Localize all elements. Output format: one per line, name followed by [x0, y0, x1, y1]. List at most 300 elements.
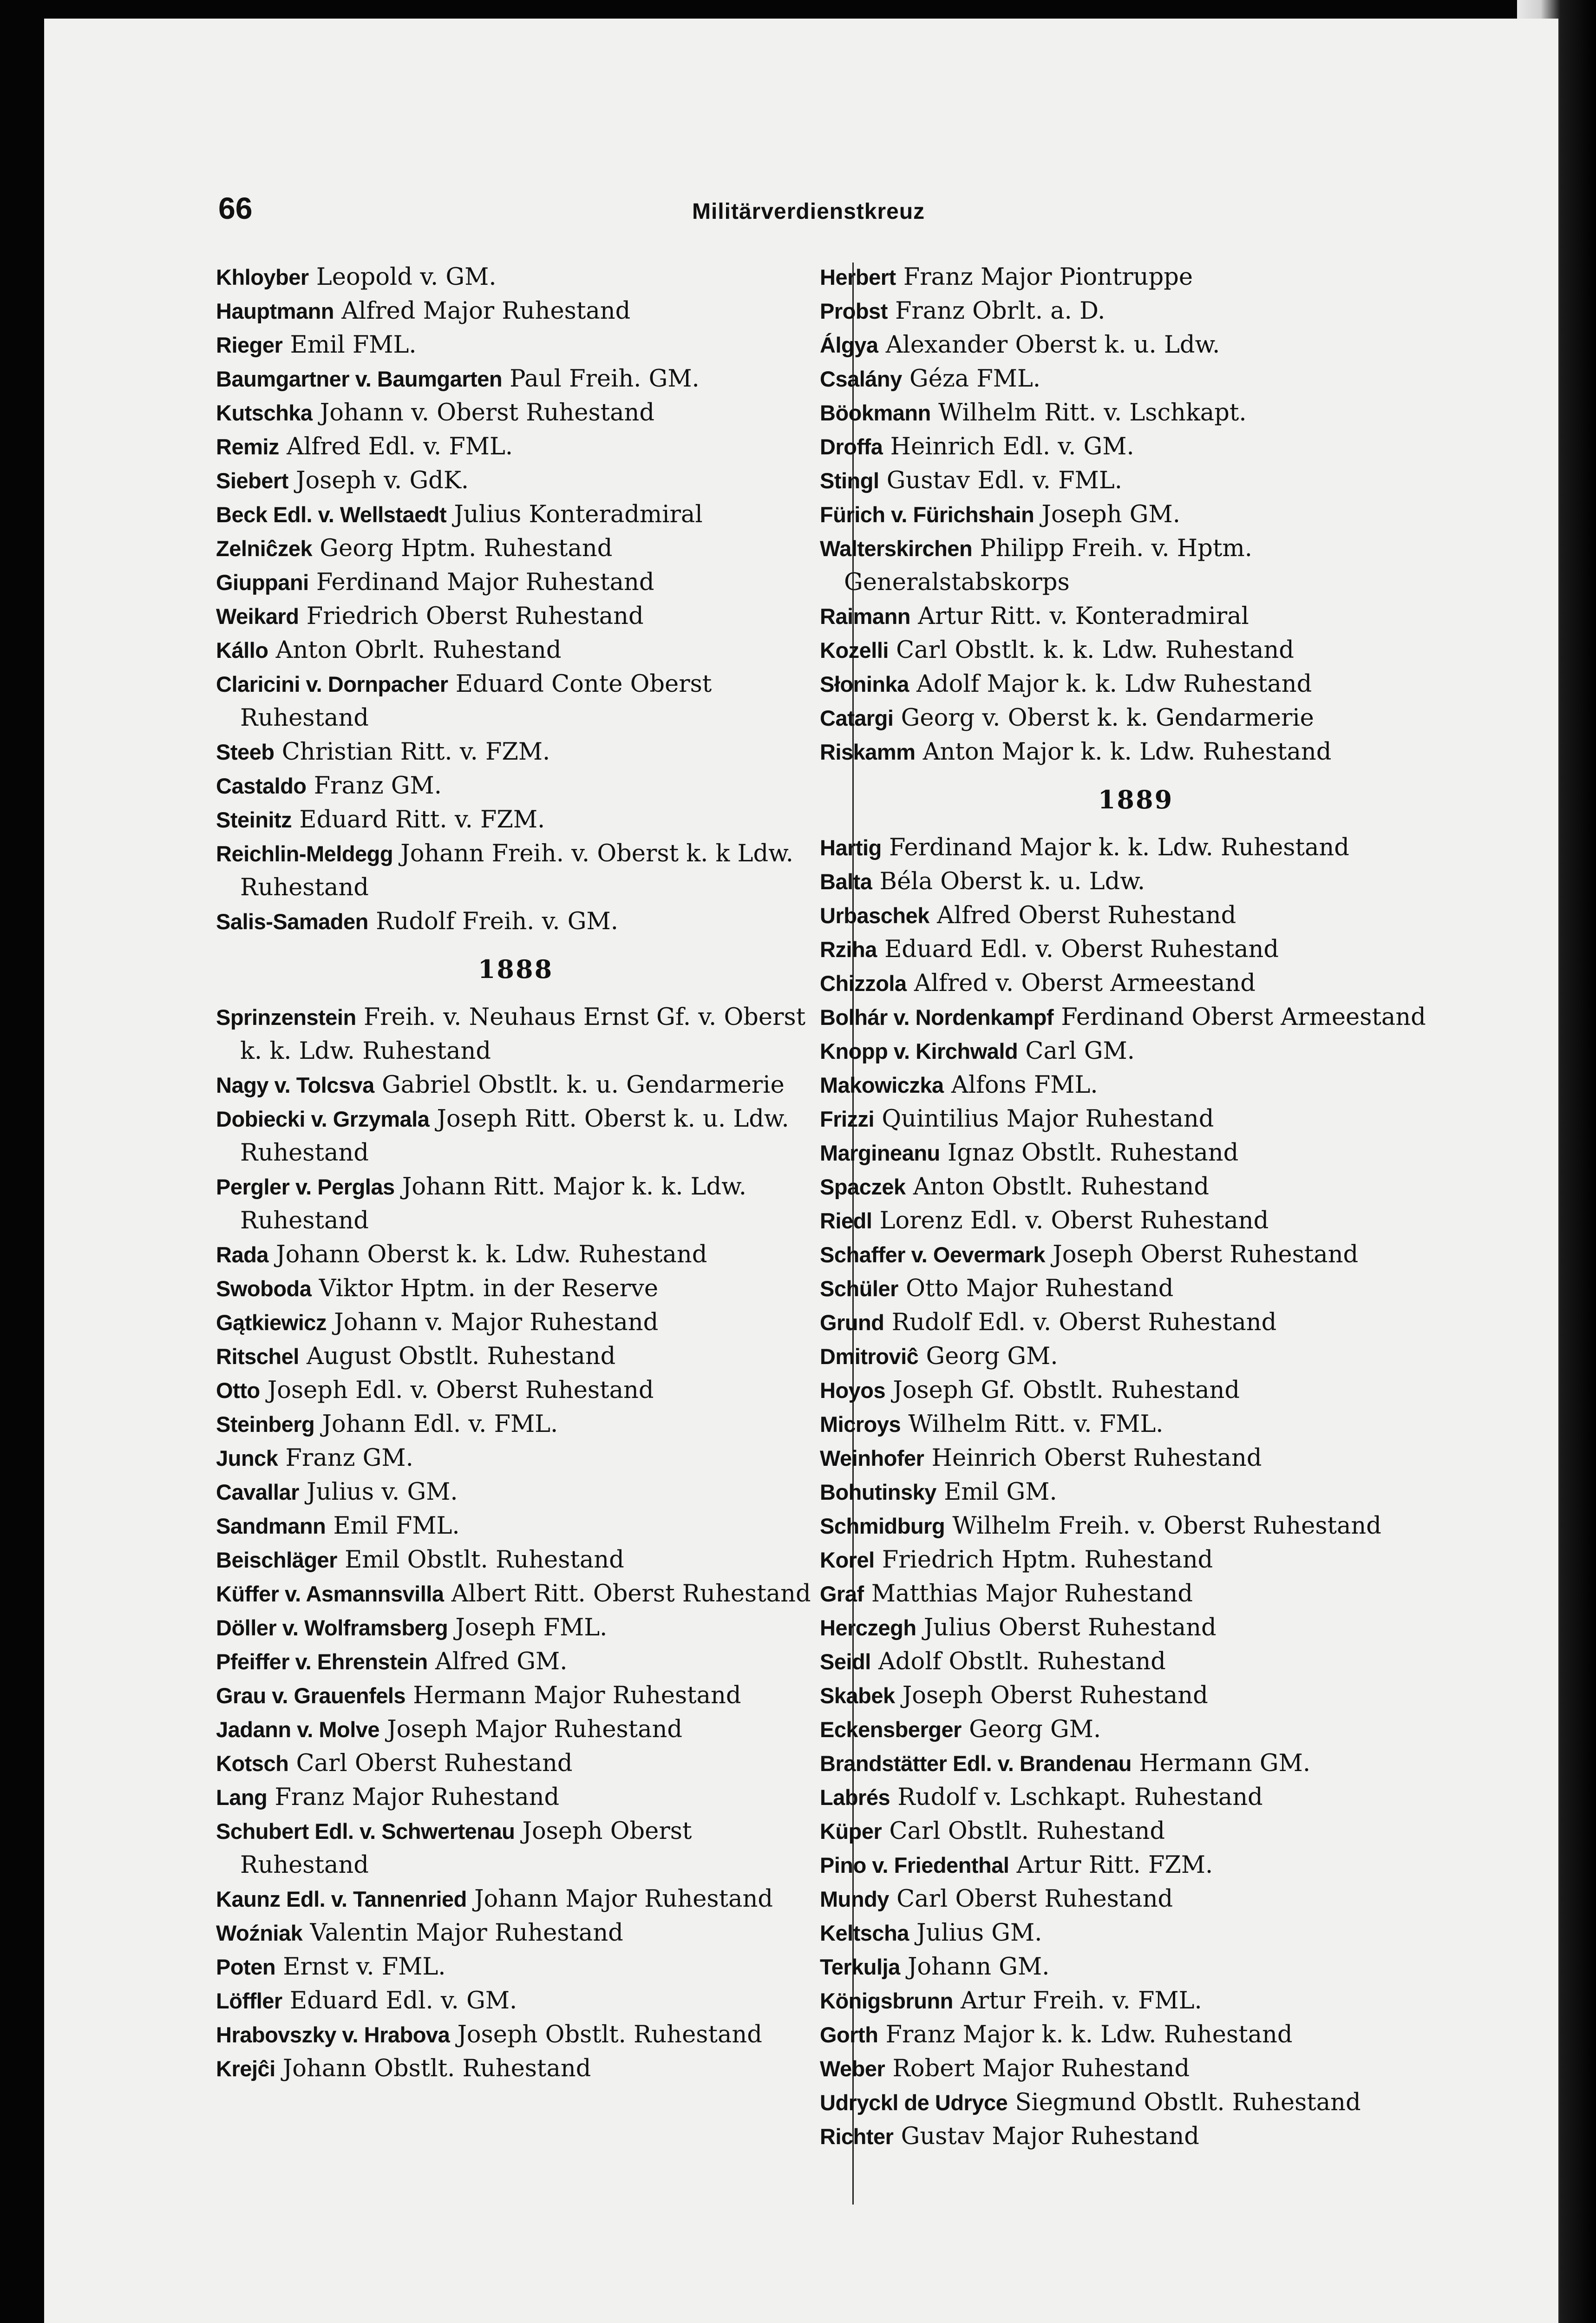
list-entry [216, 260, 815, 294]
list-entry [216, 1950, 815, 1984]
entry-details: Rudolf Freih. v. GM. [368, 908, 618, 935]
entry-surname: Schmidburg [820, 1514, 945, 1538]
entry-surname: Hartig [820, 835, 882, 860]
entry-surname: Bohutinsky [820, 1480, 936, 1504]
entry-surname: Keltscha [820, 1921, 909, 1945]
entry-surname: Hrabovszky v. Hrabova [216, 2022, 450, 2047]
entry-surname: Korel [820, 1548, 875, 1572]
entry-details: Carl Oberst Ruhestand [288, 1750, 573, 1777]
entry-details: Valentin Major Ruhestand [302, 1919, 623, 1947]
entry-details: Friedrich Oberst Ruhestand [299, 603, 644, 630]
entry-details: Julius Konteradmiral [446, 501, 703, 528]
entry-surname: Walterskirchen [820, 536, 973, 561]
entry-surname: Salis-Samaden [216, 909, 368, 934]
entry-details: Johann v. Oberst Ruhestand [312, 399, 655, 427]
list-entry [820, 1068, 1452, 1102]
entry-surname: Graf [820, 1581, 864, 1606]
entry-surname: Krejĉi [216, 2056, 275, 2081]
left-entries-top [216, 260, 815, 938]
entry-details: Gustav Edl. v. FML. [879, 467, 1122, 494]
entry-surname: Poten [216, 1955, 276, 1979]
entry-surname: Hauptmann [216, 299, 334, 323]
entry-details: Friedrich Hptm. Ruhestand [874, 1546, 1213, 1574]
list-entry [820, 1238, 1452, 1272]
entry-details: Joseph Obstlt. Ruhestand [450, 2021, 762, 2048]
entry-details: Johann Oberst k. k. Ldw. Ruhestand [268, 1241, 707, 1268]
entry-details: Eduard Ritt. v. FZM. [292, 806, 545, 833]
entry-surname: Grund [820, 1310, 884, 1335]
entry-details: Joseph Ritt. Oberst k. u. Ldw. Ruhestand [240, 1105, 789, 1167]
entry-details: Freih. v. Neuhaus Ernst Gf. v. Oberst k. k. Ldw. Ruhestand [240, 1004, 806, 1065]
list-entry [820, 1170, 1452, 1204]
entry-surname: Terkulja [820, 1955, 900, 1979]
entry-surname: Kutschka [216, 400, 313, 425]
entry-details: Artur Ritt. v. Konteradmiral [910, 603, 1249, 630]
list-entry [216, 1102, 815, 1170]
entry-surname: Siebert [216, 468, 288, 493]
entry-surname: Löffler [216, 1988, 282, 2013]
entry-details: Franz GM. [306, 772, 442, 800]
list-entry [216, 565, 815, 599]
list-entry [216, 396, 815, 430]
list-entry [216, 1509, 815, 1543]
list-entry [820, 1407, 1452, 1441]
entry-surname: Cavallar [216, 1480, 299, 1504]
entry-surname: Seidl [820, 1649, 871, 1674]
entry-details: Carl Oberst Ruhestand [889, 1885, 1173, 1913]
entry-surname: Herbert [820, 265, 896, 289]
list-entry [820, 1984, 1452, 2018]
entry-surname: Rieger [216, 333, 283, 357]
list-entry [216, 1000, 815, 1068]
entry-surname: Weber [820, 2056, 885, 2081]
entry-surname: Claricini v. Dornpacher [216, 672, 448, 696]
entry-surname: Rziha [820, 937, 877, 962]
entry-surname: Raimann [820, 604, 910, 629]
year-heading-1889: 1889 [1098, 785, 1174, 814]
entry-details: Johann Ritt. Major k. k. Ldw. Ruhestand [240, 1173, 746, 1234]
entry-surname: Słoninka [820, 672, 909, 696]
entry-surname: Giuppani [216, 570, 309, 595]
entry-details: Lorenz Edl. v. Oberst Ruhestand [872, 1207, 1269, 1234]
list-entry [216, 1068, 815, 1102]
list-entry [216, 1780, 815, 1814]
entry-surname: Pino v. Friedenthal [820, 1853, 1009, 1877]
entry-surname: Chizzola [820, 971, 907, 996]
entry-details: Joseph GM. [1034, 501, 1180, 528]
entry-details: Joseph Oberst Ruhestand [240, 1818, 692, 1879]
list-entry [820, 1136, 1452, 1170]
entry-details: Joseph Gf. Obstlt. Ruhestand [885, 1377, 1240, 1404]
list-entry [820, 1306, 1452, 1339]
entry-surname: Weinhofer [820, 1446, 924, 1470]
list-entry [216, 1746, 815, 1780]
entry-surname: Kozelli [820, 638, 889, 663]
list-entry [216, 2018, 815, 2052]
entry-details: Franz GM. [278, 1444, 413, 1472]
entry-details: Johann Freih. v. Oberst k. k Ldw. Ruhestand [240, 840, 793, 901]
entry-surname: Makowiczka [820, 1073, 944, 1097]
entry-details: Hermann Major Ruhestand [406, 1682, 741, 1709]
list-entry [820, 1441, 1452, 1475]
entry-surname: Lang [216, 1785, 268, 1810]
entry-details: Georg Hptm. Ruhestand [312, 535, 613, 562]
list-entry [820, 1204, 1452, 1238]
entry-details: Siegmund Obstlt. Ruhestand [1007, 2089, 1361, 2116]
entry-details: Eduard Edl. v. Oberst Ruhestand [876, 936, 1279, 963]
list-entry [216, 837, 815, 905]
entry-surname: Dobiecki v. Grzymala [216, 1107, 430, 1131]
entry-details: Carl Obstlt. k. k. Ldw. Ruhestand [888, 637, 1294, 664]
list-entry [820, 464, 1452, 498]
list-entry [820, 532, 1452, 599]
entry-details: Heinrich Edl. v. GM. [883, 433, 1134, 460]
list-entry [216, 1170, 815, 1238]
list-entry [820, 260, 1452, 294]
list-entry [820, 633, 1452, 667]
entry-surname: Margineanu [820, 1141, 940, 1165]
list-entry [820, 430, 1452, 464]
entry-surname: Riedl [820, 1208, 872, 1233]
entry-surname: Bolhár v. Nordenkampf [820, 1005, 1054, 1030]
entry-details: Quintilius Major Ruhestand [874, 1105, 1214, 1133]
running-title: Militärverdienstkreuz [692, 199, 925, 224]
entry-details: Carl GM. [1018, 1037, 1135, 1065]
entry-surname: Kállo [216, 638, 268, 663]
entry-surname: Sandmann [216, 1514, 326, 1538]
entry-surname: Khloyber [216, 265, 309, 289]
entry-surname: Riskamm [820, 740, 916, 764]
entry-surname: Nagy v. Tolcsva [216, 1073, 374, 1097]
entry-surname: Herczegh [820, 1615, 916, 1640]
entry-details: Paul Freih. GM. [502, 365, 700, 393]
list-entry [216, 1916, 815, 1950]
list-entry [820, 2120, 1452, 2153]
entry-surname: Rada [216, 1242, 268, 1267]
entry-details: Viktor Hptm. in der Reserve [311, 1275, 659, 1302]
entry-details: Rudolf v. Lschkapt. Ruhestand [890, 1784, 1263, 1811]
entry-surname: Küper [820, 1819, 882, 1844]
entry-details: Franz Major k. k. Ldw. Ruhestand [878, 2021, 1293, 2048]
entry-surname: Küffer v. Asmannsvilla [216, 1581, 444, 1606]
entry-details: Philipp Freih. v. Hptm. Generalstabskorps [844, 535, 1252, 596]
entry-details: Anton Obstlt. Ruhestand [905, 1173, 1209, 1201]
entry-surname: Swoboda [216, 1276, 312, 1301]
entry-details: Gustav Major Ruhestand [893, 2123, 1199, 2150]
list-entry [820, 1746, 1452, 1780]
entry-surname: Hoyos [820, 1378, 886, 1403]
list-entry [820, 1373, 1452, 1407]
entry-surname: Balta [820, 869, 872, 894]
list-entry [820, 701, 1452, 735]
list-entry [216, 803, 815, 837]
list-entry [216, 735, 815, 769]
list-entry [216, 1543, 815, 1577]
list-entry [820, 667, 1452, 701]
list-entry [216, 1713, 815, 1746]
entry-details: Anton Major k. k. Ldw. Ruhestand [915, 738, 1332, 766]
entry-surname: Schüler [820, 1276, 898, 1301]
entry-details: Heinrich Oberst Ruhestand [924, 1444, 1262, 1472]
list-entry [820, 599, 1452, 633]
right-entries-1889 [820, 831, 1452, 2153]
entry-details: Joseph FML. [448, 1614, 608, 1641]
entry-surname: Pfeiffer v. Ehrenstein [216, 1649, 428, 1674]
entry-details: Géza FML. [902, 365, 1041, 393]
list-entry [820, 1509, 1452, 1543]
entry-surname: Baumgartner v. Baumgarten [216, 367, 503, 391]
list-entry [820, 865, 1452, 899]
list-entry [216, 1679, 815, 1713]
list-entry [216, 1441, 815, 1475]
entry-surname: Castaldo [216, 774, 307, 798]
entry-surname: Álgya [820, 333, 878, 357]
list-entry [820, 1339, 1452, 1373]
entry-surname: Woźniak [216, 1921, 303, 1945]
list-entry [820, 498, 1452, 532]
entry-details: Emil FML. [326, 1512, 460, 1540]
entry-details: Adolf Major k. k. Ldw Ruhestand [909, 670, 1312, 698]
entry-surname: Csalány [820, 367, 902, 391]
list-entry [820, 932, 1452, 966]
entry-details: Alfred Edl. v. FML. [279, 433, 513, 460]
entry-details: Alexander Oberst k. u. Ldw. [878, 331, 1220, 359]
list-entry [820, 1713, 1452, 1746]
entry-details: August Obstlt. Ruhestand [299, 1343, 616, 1370]
entry-details: Artur Freih. v. FML. [953, 1987, 1202, 2015]
list-entry [820, 2086, 1452, 2120]
entry-details: Joseph Major Ruhestand [379, 1716, 683, 1743]
entry-details: Carl Obstlt. Ruhestand [882, 1818, 1165, 1845]
list-entry [820, 1848, 1452, 1882]
list-entry [216, 1814, 815, 1882]
entry-details: Franz Major Ruhestand [267, 1784, 560, 1811]
entry-details: Ferdinand Major Ruhestand [308, 569, 654, 596]
list-entry [216, 362, 815, 396]
list-entry [216, 769, 815, 803]
list-entry [820, 1882, 1452, 1916]
entry-details: Ferdinand Major k. k. Ldw. Ruhestand [881, 834, 1349, 861]
entry-details: Ignaz Obstlt. Ruhestand [940, 1139, 1239, 1167]
entry-surname: Weikard [216, 604, 299, 629]
entry-details: Albert Ritt. Oberst Ruhestand [444, 1580, 811, 1608]
entry-surname: Otto [216, 1378, 260, 1403]
right-entries-top [820, 260, 1452, 769]
entry-details: Johann Major Ruhestand [466, 1885, 773, 1913]
list-entry [820, 1543, 1452, 1577]
entry-details: Joseph v. GdK. [288, 467, 469, 494]
entry-details: Georg GM. [918, 1343, 1058, 1370]
list-entry [820, 735, 1452, 769]
entry-surname: Remiz [216, 434, 279, 459]
list-entry [216, 1272, 815, 1306]
list-entry [820, 1679, 1452, 1713]
list-entry [820, 328, 1452, 362]
entry-surname: Grau v. Grauenfels [216, 1683, 406, 1708]
list-entry [820, 1780, 1452, 1814]
entry-surname: Steeb [216, 740, 275, 764]
list-entry [820, 1272, 1452, 1306]
entry-details: Franz Obrlt. a. D. [887, 297, 1105, 325]
right-column [820, 260, 1452, 2153]
entry-details: Julius GM. [909, 1919, 1042, 1947]
list-entry [216, 430, 815, 464]
entry-surname: Fürich v. Fürichshain [820, 502, 1034, 527]
list-entry [820, 966, 1452, 1000]
list-entry [820, 831, 1452, 865]
list-entry [820, 1102, 1452, 1136]
entry-details: Julius Oberst Ruhestand [916, 1614, 1217, 1641]
entry-details: Gabriel Obstlt. k. u. Gendarmerie [374, 1071, 785, 1099]
entry-surname: Stingl [820, 468, 879, 493]
list-entry [820, 362, 1452, 396]
list-entry [820, 1577, 1452, 1611]
entry-surname: Reichlin-Meldegg [216, 841, 393, 866]
list-entry [216, 1645, 815, 1679]
entry-surname: Zelniĉzek [216, 536, 313, 561]
page-number: 66 [218, 191, 253, 225]
entry-surname: Gorth [820, 2022, 878, 2047]
list-entry [216, 1373, 815, 1407]
entry-details: Hermann GM. [1132, 1750, 1311, 1777]
entry-surname: Dmitroviĉ [820, 1344, 919, 1369]
entry-surname: Böokmann [820, 400, 931, 425]
entry-surname: Junck [216, 1446, 278, 1470]
entry-details: Alfred Major Ruhestand [334, 297, 631, 325]
entry-details: Wilhelm Freih. v. Oberst Ruhestand [945, 1512, 1381, 1540]
list-entry [820, 899, 1452, 932]
list-entry [216, 1611, 815, 1645]
entry-details: Joseph Oberst Ruhestand [895, 1682, 1208, 1709]
entry-surname: Döller v. Wolframsberg [216, 1615, 448, 1640]
list-entry [216, 905, 815, 938]
list-entry [820, 1611, 1452, 1645]
entry-details: Béla Oberst k. u. Ldw. [872, 868, 1145, 895]
entry-surname: Spaczek [820, 1175, 906, 1199]
entry-details: Anton Obrlt. Ruhestand [268, 637, 562, 664]
entry-details: Johann GM. [900, 1953, 1050, 1981]
list-entry [820, 1000, 1452, 1034]
list-entry [820, 396, 1452, 430]
left-column [216, 260, 815, 2086]
list-entry [216, 328, 815, 362]
entry-details: Johann v. Major Ruhestand [326, 1309, 659, 1336]
entry-details: Robert Major Ruhestand [885, 2055, 1190, 2082]
entry-surname: Ritschel [216, 1344, 299, 1369]
entry-surname: Urbaschek [820, 903, 929, 928]
entry-surname: Steinitz [216, 807, 292, 832]
year-heading-1888: 1888 [477, 954, 554, 984]
list-entry [216, 498, 815, 532]
list-entry [216, 667, 815, 735]
entry-details: Wilhelm Ritt. v. Lschkapt. [930, 399, 1247, 427]
entry-details: Leopold v. GM. [308, 263, 497, 291]
entry-details: Adolf Obstlt. Ruhestand [870, 1648, 1166, 1675]
list-entry [216, 599, 815, 633]
list-entry [216, 1882, 815, 1916]
entry-details: Ferdinand Oberst Armeestand [1053, 1004, 1426, 1031]
entry-details: Johann Edl. v. FML. [314, 1411, 558, 1438]
entry-surname: Catargi [820, 706, 894, 730]
entry-surname: Jadann v. Molve [216, 1717, 380, 1742]
list-entry [820, 1645, 1452, 1679]
entry-surname: Microys [820, 1412, 901, 1437]
list-entry [216, 294, 815, 328]
entry-surname: Skabek [820, 1683, 895, 1708]
list-entry [820, 294, 1452, 328]
entry-details: Johann Obstlt. Ruhestand [275, 2055, 591, 2082]
list-entry [216, 1984, 815, 2018]
entry-details: Georg v. Oberst k. k. Gendarmerie [893, 704, 1314, 732]
left-entries-1888 [216, 1000, 815, 2086]
entry-details: Eduard Edl. v. GM. [282, 1987, 517, 2015]
list-entry [216, 1238, 815, 1272]
list-entry [216, 464, 815, 498]
entry-details: Matthias Major Ruhestand [863, 1580, 1193, 1608]
entry-surname: Probst [820, 299, 888, 323]
entry-surname: Beischläger [216, 1548, 337, 1572]
list-entry [820, 1034, 1452, 1068]
entry-details: Emil FML. [282, 331, 417, 359]
entry-details: Franz Major Piontruppe [896, 263, 1193, 291]
entry-details: Georg GM. [961, 1716, 1101, 1743]
entry-surname: Knopp v. Kirchwald [820, 1039, 1018, 1063]
entry-surname: Schubert Edl. v. Schwertenau [216, 1819, 515, 1844]
list-entry [216, 1407, 815, 1441]
list-entry [216, 532, 815, 565]
list-entry [820, 1814, 1452, 1848]
entry-details: Emil GM. [936, 1478, 1057, 1506]
entry-surname: Richter [820, 2124, 894, 2149]
list-entry [820, 2018, 1452, 2052]
entry-details: Eduard Conte Oberst Ruhestand [240, 670, 712, 732]
list-entry [820, 2052, 1452, 2086]
list-entry [820, 1475, 1452, 1509]
entry-surname: Brandstätter Edl. v. Brandenau [820, 1751, 1132, 1776]
entry-details: Artur Ritt. FZM. [1009, 1851, 1213, 1879]
entry-details: Emil Obstlt. Ruhestand [337, 1546, 624, 1574]
entry-surname: Gątkiewicz [216, 1310, 327, 1335]
list-entry [820, 1916, 1452, 1950]
entry-surname: Königsbrunn [820, 1988, 953, 2013]
list-entry [216, 1339, 815, 1373]
entry-surname: Eckensberger [820, 1717, 962, 1742]
entry-details: Joseph Oberst Ruhestand [1045, 1241, 1359, 1268]
entry-details: Rudolf Edl. v. Oberst Ruhestand [884, 1309, 1277, 1336]
entry-surname: Pergler v. Perglas [216, 1175, 395, 1199]
entry-surname: Beck Edl. v. Wellstaedt [216, 502, 447, 527]
entry-details: Julius v. GM. [299, 1478, 458, 1506]
entry-details: Otto Major Ruhestand [898, 1275, 1174, 1302]
list-entry [216, 633, 815, 667]
entry-details: Alfred v. Oberst Armeestand [906, 970, 1256, 997]
list-entry [216, 2052, 815, 2086]
entry-details: Alfred GM. [427, 1648, 568, 1675]
entry-surname: Droffa [820, 434, 883, 459]
entry-details: Christian Ritt. v. FZM. [274, 738, 550, 766]
entry-details: Wilhelm Ritt. v. FML. [901, 1411, 1164, 1438]
entry-details: Ernst v. FML. [275, 1953, 446, 1981]
entry-details: Joseph Edl. v. Oberst Ruhestand [260, 1377, 654, 1404]
entry-surname: Steinberg [216, 1412, 315, 1437]
list-entry [216, 1577, 815, 1611]
entry-surname: Frizzi [820, 1107, 875, 1131]
entry-surname: Labrés [820, 1785, 890, 1810]
list-entry [216, 1475, 815, 1509]
entry-surname: Udryckl de Udryce [820, 2090, 1008, 2115]
entry-details: Alfons FML. [943, 1071, 1098, 1099]
list-entry [820, 1950, 1452, 1984]
